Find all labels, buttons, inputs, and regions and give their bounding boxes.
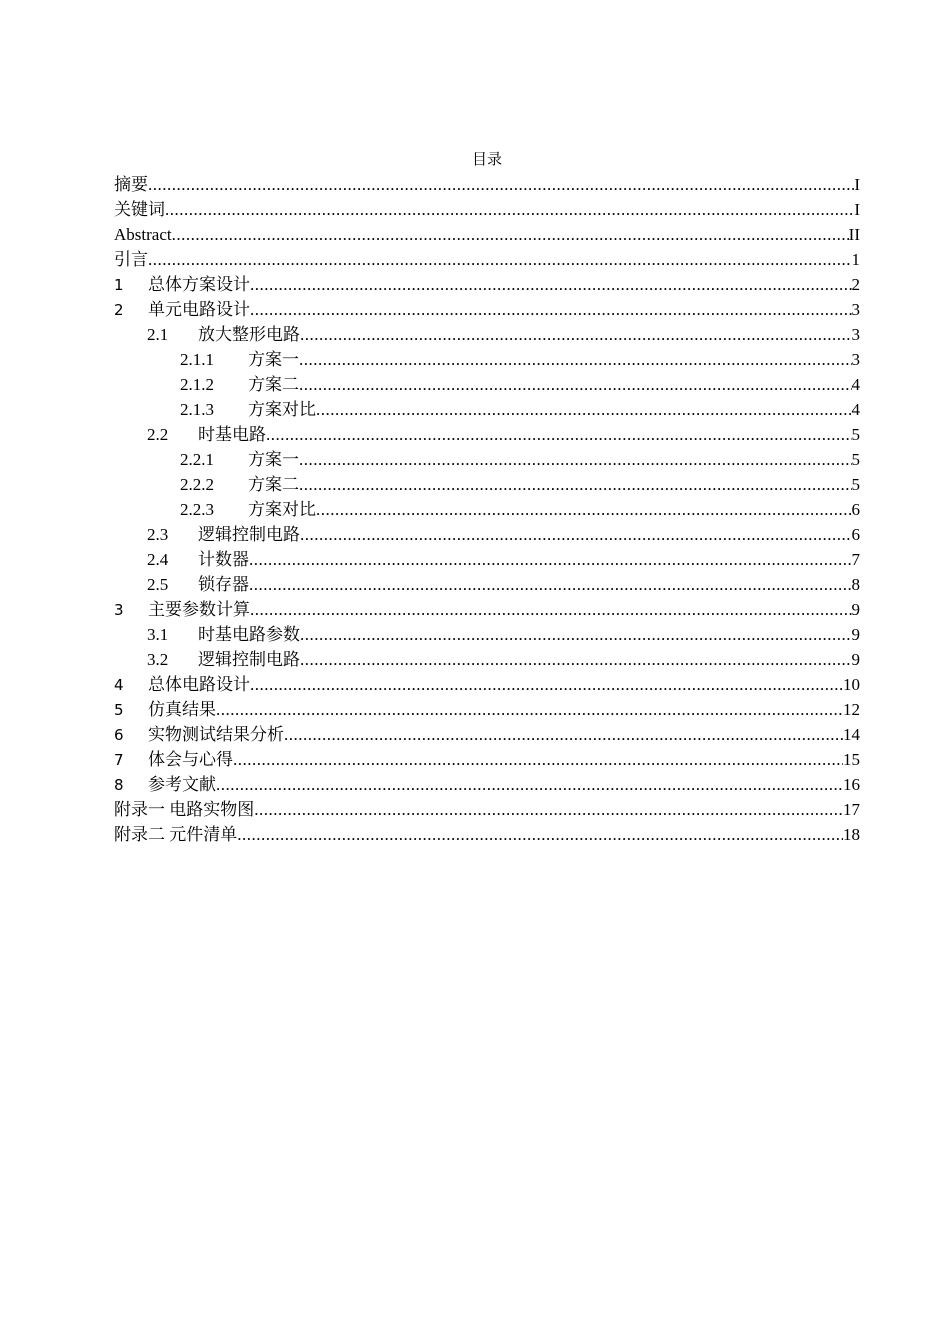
toc-entry-label: 方案一	[248, 450, 299, 469]
toc-entry-page-number: 9	[851, 650, 860, 669]
toc-entry-page-number: 6	[851, 525, 860, 544]
toc-entry-number: 2.5	[147, 575, 169, 594]
toc-entry-label: 单元电路设计	[148, 300, 250, 319]
toc-entry-number: 3	[114, 601, 124, 619]
toc-entry-number: 2.2	[147, 425, 169, 444]
toc-entry-label: 附录一 电路实物图	[114, 800, 255, 819]
toc-entry-page-number: 4	[851, 400, 860, 419]
toc-entry[interactable]	[114, 397, 860, 422]
toc-entry-page-number: 15	[843, 750, 860, 769]
toc-leader-dots	[250, 272, 852, 297]
toc-entry-page-number: II	[848, 225, 860, 244]
toc-leader-dots	[165, 197, 854, 222]
toc-entry[interactable]	[114, 522, 860, 547]
toc-entry-number: 6	[114, 726, 124, 744]
toc-entry-page-number: 4	[851, 375, 860, 394]
toc-entry-label: 放大整形电路	[198, 325, 300, 344]
toc-entry[interactable]	[114, 322, 860, 347]
toc-entry-number: 7	[114, 751, 124, 769]
toc-entry[interactable]	[114, 197, 860, 222]
toc-entry-label: 主要参数计算	[148, 600, 250, 619]
toc-entry[interactable]	[114, 297, 860, 322]
toc-leader-dots	[299, 347, 852, 372]
toc-entry-page-number: 9	[851, 625, 860, 644]
table-of-contents	[114, 172, 860, 847]
toc-title: 目录	[471, 152, 502, 168]
toc-entry[interactable]	[114, 472, 860, 497]
toc-entry-page-number: 9	[851, 600, 860, 619]
toc-entry[interactable]	[114, 772, 860, 797]
toc-leader-dots	[300, 522, 852, 547]
toc-leader-dots	[299, 472, 852, 497]
toc-leader-dots	[266, 422, 852, 447]
toc-entry-label: 关键词	[114, 200, 165, 219]
toc-entry-page-number: 6	[851, 500, 860, 519]
toc-entry-page-number: 5	[851, 475, 860, 494]
toc-entry-page-number: 14	[843, 725, 860, 744]
toc-entry-label: 方案二	[248, 475, 299, 494]
toc-entry-page-number: 12	[843, 700, 860, 719]
toc-entry[interactable]	[114, 447, 860, 472]
toc-leader-dots	[148, 247, 852, 272]
toc-entry-label: Abstract	[114, 225, 172, 244]
toc-entry-number: 2.1.3	[180, 400, 214, 419]
toc-entry-number: 2.2.3	[180, 500, 214, 519]
toc-entry-page-number: 3	[851, 300, 860, 319]
toc-entry-page-number: 8	[851, 575, 860, 594]
toc-entry-page-number: I	[854, 200, 860, 219]
toc-entry-label: 参考文献	[148, 775, 216, 794]
toc-entry[interactable]	[114, 697, 860, 722]
toc-leader-dots	[254, 797, 843, 822]
toc-entry-number: 3.1	[147, 625, 169, 644]
toc-entry[interactable]	[114, 822, 860, 847]
toc-entry-number: 2.3	[147, 525, 169, 544]
toc-entry[interactable]	[114, 422, 860, 447]
toc-leader-dots	[148, 172, 854, 197]
toc-entry-label: 时基电路	[198, 425, 266, 444]
toc-entry-label: 实物测试结果分析	[148, 725, 284, 744]
toc-entry[interactable]	[114, 247, 860, 272]
toc-entry-number: 2.1.2	[180, 375, 214, 394]
toc-entry-page-number: 3	[851, 325, 860, 344]
toc-entry-label: 方案对比	[248, 400, 316, 419]
toc-entry-number: 4	[114, 676, 124, 694]
toc-entry-label: 体会与心得	[148, 750, 233, 769]
toc-leader-dots	[250, 597, 852, 622]
toc-entry-page-number: 16	[843, 775, 860, 794]
toc-entry-number: 5	[114, 701, 124, 719]
toc-entry-label: 总体方案设计	[148, 275, 250, 294]
toc-entry-number: 2.1	[147, 325, 169, 344]
toc-entry-number: 2	[114, 301, 124, 319]
toc-entry-label: 总体电路设计	[148, 675, 250, 694]
toc-leader-dots	[300, 647, 852, 672]
toc-entry[interactable]	[114, 622, 860, 647]
toc-leader-dots	[233, 747, 843, 772]
toc-entry[interactable]	[114, 272, 860, 297]
toc-entry[interactable]	[114, 797, 860, 822]
toc-entry[interactable]	[114, 647, 860, 672]
toc-entry-label: 方案一	[248, 350, 299, 369]
toc-entry-number: 1	[114, 276, 124, 294]
toc-leader-dots	[172, 222, 849, 247]
toc-entry[interactable]	[114, 222, 860, 247]
toc-leader-dots	[216, 772, 843, 797]
toc-leader-dots	[316, 497, 852, 522]
toc-entry-label: 逻辑控制电路	[198, 525, 300, 544]
toc-leader-dots	[216, 697, 843, 722]
toc-entry-number: 2.1.1	[180, 350, 214, 369]
toc-entry-label: 锁存器	[198, 575, 249, 594]
toc-entry-page-number: 18	[843, 825, 860, 844]
toc-entry[interactable]	[114, 372, 860, 397]
toc-entry-page-number: 5	[851, 425, 860, 444]
toc-leader-dots	[300, 322, 852, 347]
toc-entry[interactable]	[114, 547, 860, 572]
toc-leader-dots	[250, 297, 852, 322]
toc-entry-label: 方案二	[248, 375, 299, 394]
toc-entry-label: 仿真结果	[148, 700, 216, 719]
toc-entry-page-number: 3	[851, 350, 860, 369]
toc-entry-page-number: I	[854, 175, 860, 194]
toc-entry-label: 摘要	[114, 175, 148, 194]
toc-entry-page-number: 10	[843, 675, 860, 694]
toc-entry[interactable]	[114, 172, 860, 197]
toc-leader-dots	[250, 672, 843, 697]
toc-entry-number: 8	[114, 776, 124, 794]
toc-entry-page-number: 1	[851, 250, 860, 269]
toc-entry-page-number: 5	[851, 450, 860, 469]
toc-entry-label: 附录二 元件清单	[114, 825, 238, 844]
toc-entry[interactable]	[114, 672, 860, 697]
toc-entry-number: 3.2	[147, 650, 169, 669]
toc-entry[interactable]	[114, 572, 860, 597]
toc-entry-number: 2.4	[147, 550, 169, 569]
toc-leader-dots	[299, 372, 852, 397]
toc-entry-label: 引言	[114, 250, 148, 269]
toc-leader-dots	[237, 822, 843, 847]
toc-entry-page-number: 2	[851, 275, 860, 294]
toc-leader-dots	[300, 622, 852, 647]
toc-leader-dots	[249, 572, 852, 597]
toc-entry[interactable]	[114, 747, 860, 772]
toc-entry-page-number: 7	[851, 550, 860, 569]
toc-entry-number: 2.2.2	[180, 475, 214, 494]
toc-entry-label: 时基电路参数	[198, 625, 300, 644]
toc-leader-dots	[249, 547, 852, 572]
toc-leader-dots	[284, 722, 843, 747]
toc-entry[interactable]	[114, 497, 860, 522]
toc-entry[interactable]	[114, 597, 860, 622]
toc-entry-number: 2.2.1	[180, 450, 214, 469]
toc-entry-label: 计数器	[198, 550, 249, 569]
toc-entry[interactable]	[114, 347, 860, 372]
toc-entry-page-number: 17	[843, 800, 860, 819]
toc-entry[interactable]	[114, 722, 860, 747]
toc-entry-label: 逻辑控制电路	[198, 650, 300, 669]
toc-entry-label: 方案对比	[248, 500, 316, 519]
toc-leader-dots	[299, 447, 852, 472]
toc-leader-dots	[316, 397, 852, 422]
